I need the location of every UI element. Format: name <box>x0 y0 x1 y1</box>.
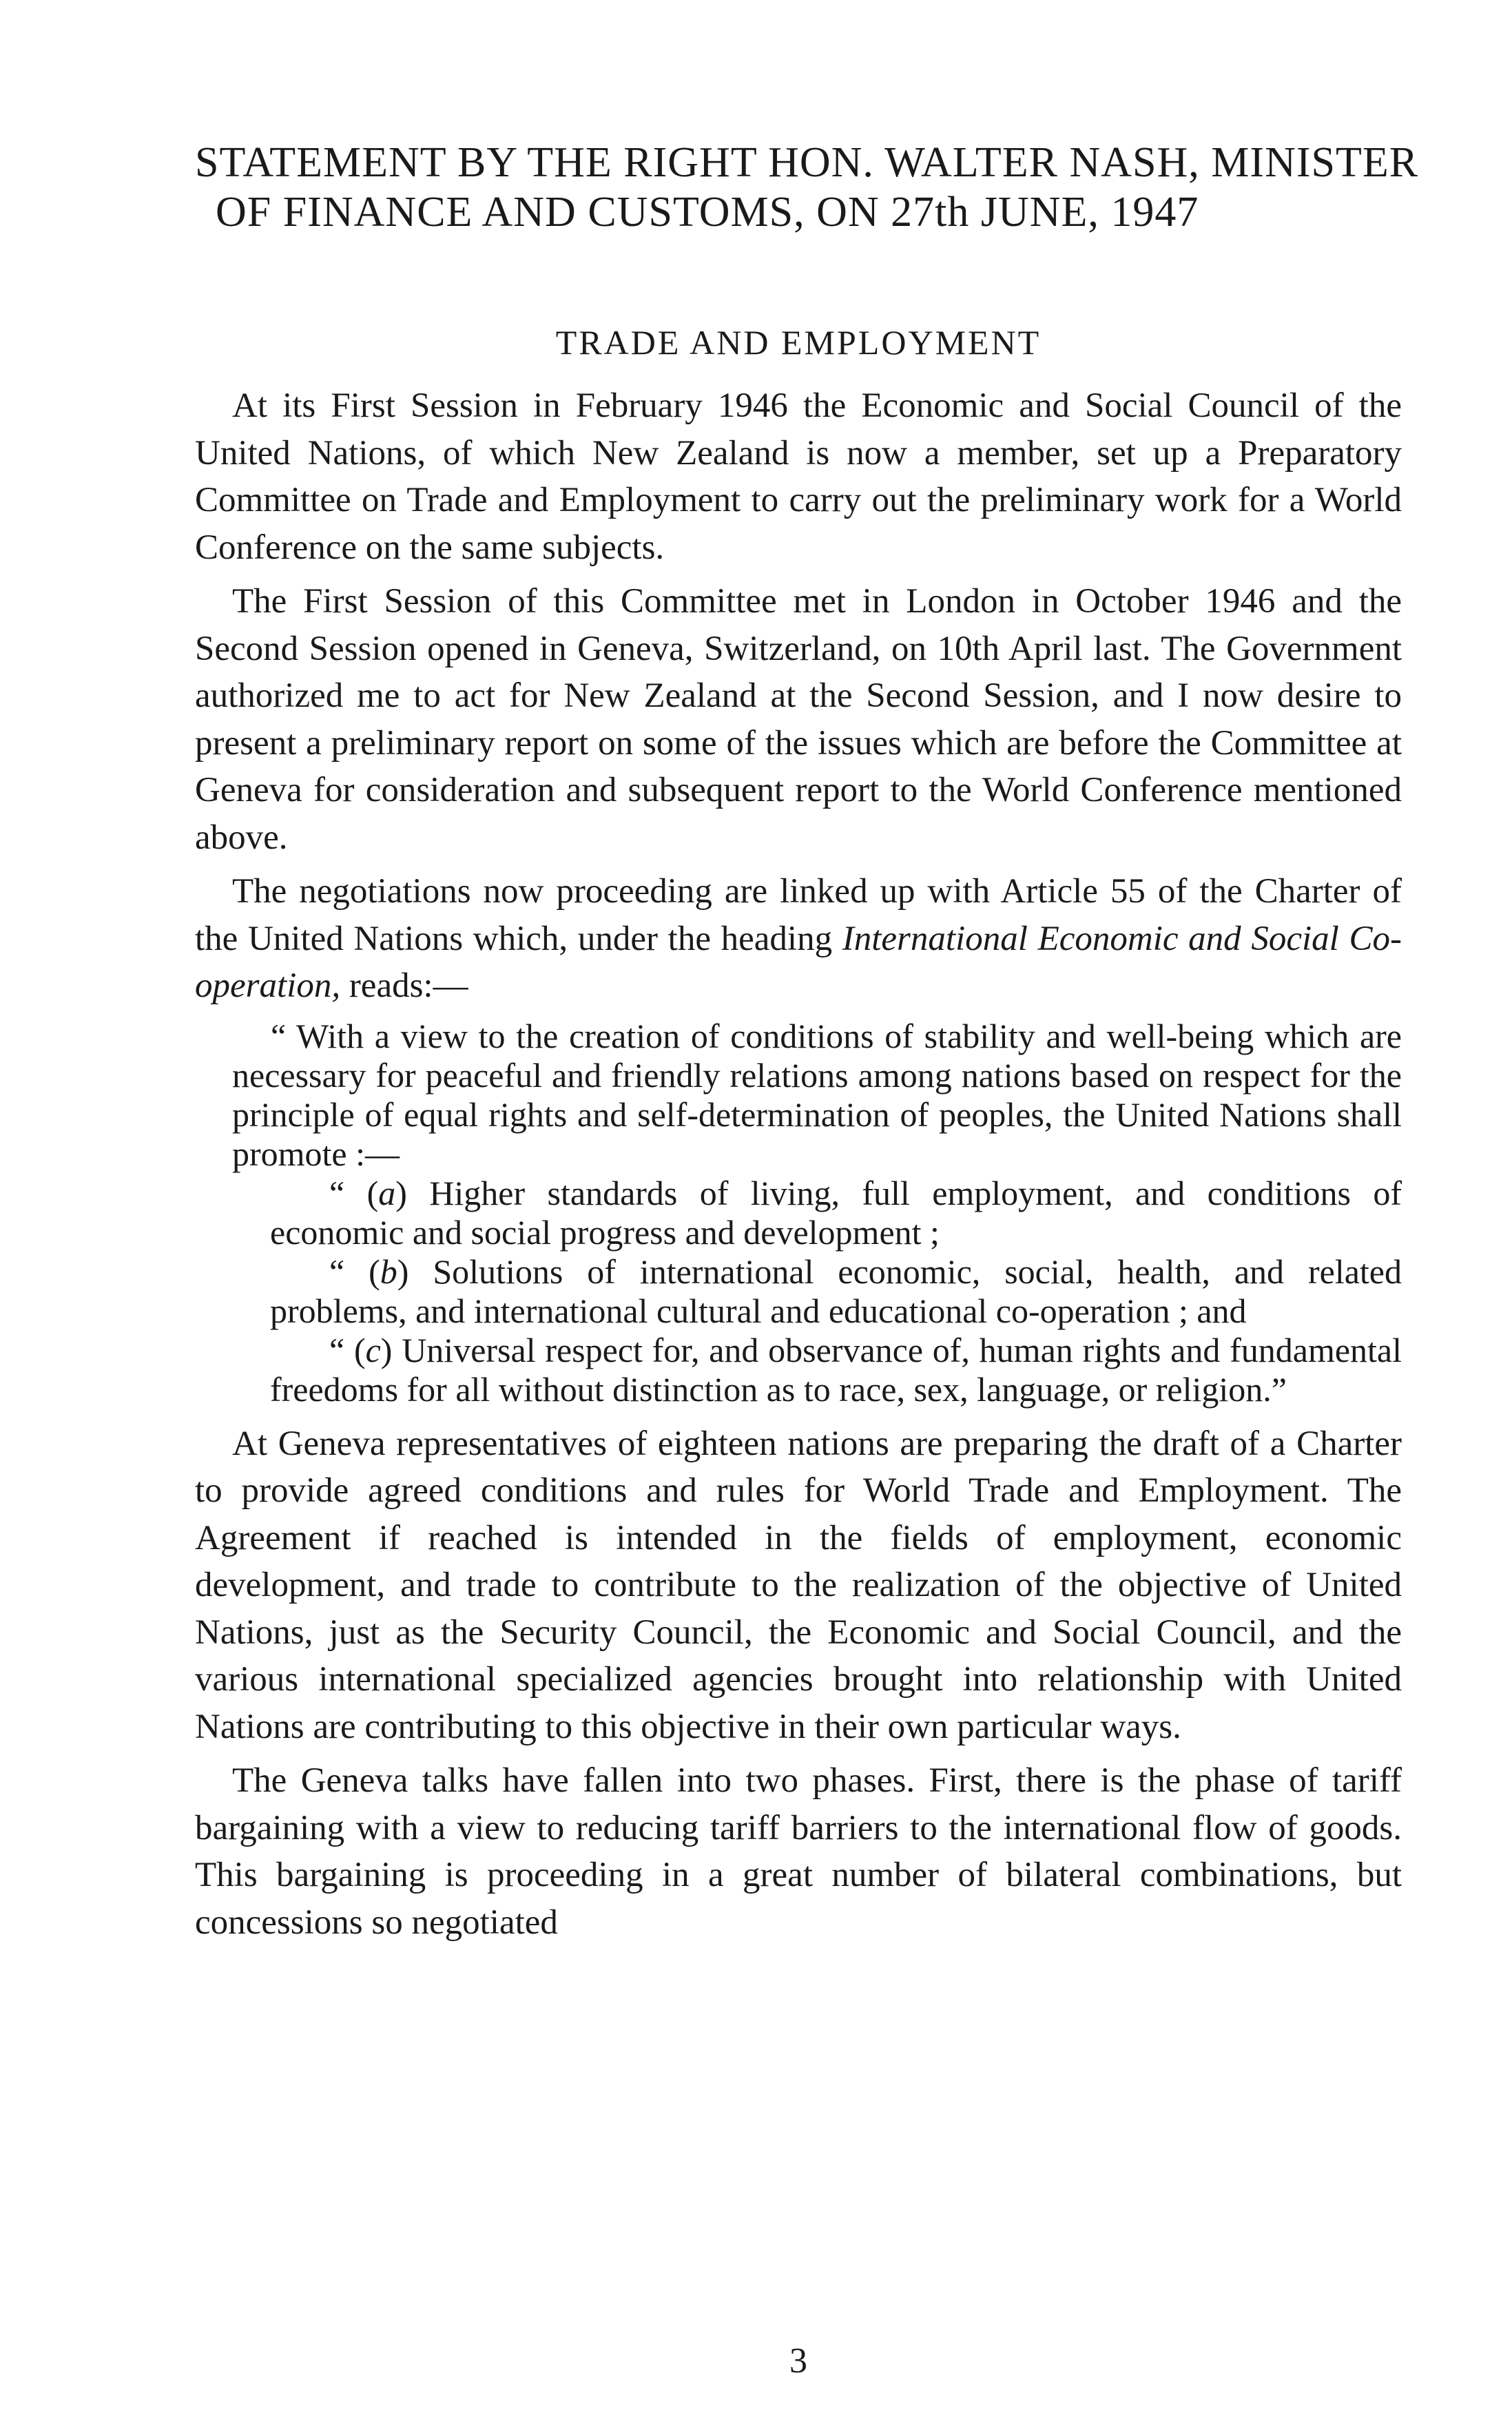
quote-item-c-open: “ ( <box>329 1330 366 1369</box>
document-body <box>195 382 1402 1953</box>
quote-item-a-text: ) Higher standards of living, full employment, and conditions of economic and social progress and development ; <box>270 1173 1402 1252</box>
quote-item-c-text: ) Universal respect for, and observance of, human rights and fundamental freedoms for all without distinction as to race, sex, language, or religion.” <box>270 1330 1402 1409</box>
paragraph-3-tail: reads:— <box>340 966 468 1005</box>
document-title: STATEMENT BY THE RIGHT HON. WALTER NASH, MINISTER OF FINANCE AND CUSTOMS, ON 27th JUNE, 1947 <box>195 139 1419 236</box>
paragraph-5: The Geneva talks have fallen into two phases. First, there is the phase of tariff bargaining with a view to reducing tariff barriers to the international flow of goods. This bargaining is proceeding in a great number of bilateral combinations, but concessions so negotiated <box>195 1761 1402 1942</box>
quote-item-b-text: ) Solutions of international economic, social, health, and related problems, and international cultural and educational co-operation ; and <box>270 1252 1402 1330</box>
page-number: 3 <box>789 2341 807 2381</box>
quote-item-c-letter: c <box>365 1330 381 1369</box>
article-55-quote <box>195 1017 1402 1409</box>
paragraph-3-heading: International Economic and Social Co-operation, <box>195 919 1402 1005</box>
quote-item-b-open: “ ( <box>329 1252 380 1291</box>
quote-item-b <box>232 1252 1402 1331</box>
quote-item-c <box>232 1331 1402 1409</box>
quote-item-b-letter: b <box>380 1252 397 1291</box>
quote-intro: “ With a view to the creation of conditions of stability and well-being which are necessary for peaceful and friendly relations among nations based on respect for the principle of equal rights and self-determination of peoples, the United Nations shall promote :— <box>232 1016 1402 1173</box>
quote-item-a <box>232 1174 1402 1252</box>
paragraph-3 <box>195 868 1402 1010</box>
paragraph-1: At its First Session in February 1946 the Economic and Social Council of the United Nations, of which New Zealand is now a member, set up a Preparatory Committee on Trade and Employment to carry out the preliminary work for a World Conference on the same subjects. <box>195 386 1402 567</box>
paragraph-2: The First Session of this Committee met in London in October 1946 and the Second Session opened in Geneva, Switzerland, on 10th April last. The Government authorized me to act for New Zealand at the Second Session, and I now desire to present a preliminary report on some of the issues which are before the Committee at Geneva for consideration and subsequent report to the World Conference mentioned above. <box>195 582 1402 857</box>
paragraph-4: At Geneva representatives of eighteen nations are preparing the draft of a Charter to provide agreed conditions and rules for World Trade and Employment. The Agreement if reached is intended in the fields of employment, economic development, and trade to contribute to the realization of the objective of United Nations, just as the Security Council, the Economic and Social Council, and the various international specialized agencies brought into relationship with United Nations are contributing to this objective in their own particular ways. <box>195 1424 1402 1746</box>
quote-item-a-letter: a <box>378 1173 396 1212</box>
quote-item-a-open: “ ( <box>329 1173 379 1212</box>
section-heading: TRADE AND EMPLOYMENT <box>555 323 1042 362</box>
paragraph-3-text: The negotiations now proceeding are linked up with Article 55 of the Charter of the United Nations which, under the heading <box>195 872 1402 958</box>
